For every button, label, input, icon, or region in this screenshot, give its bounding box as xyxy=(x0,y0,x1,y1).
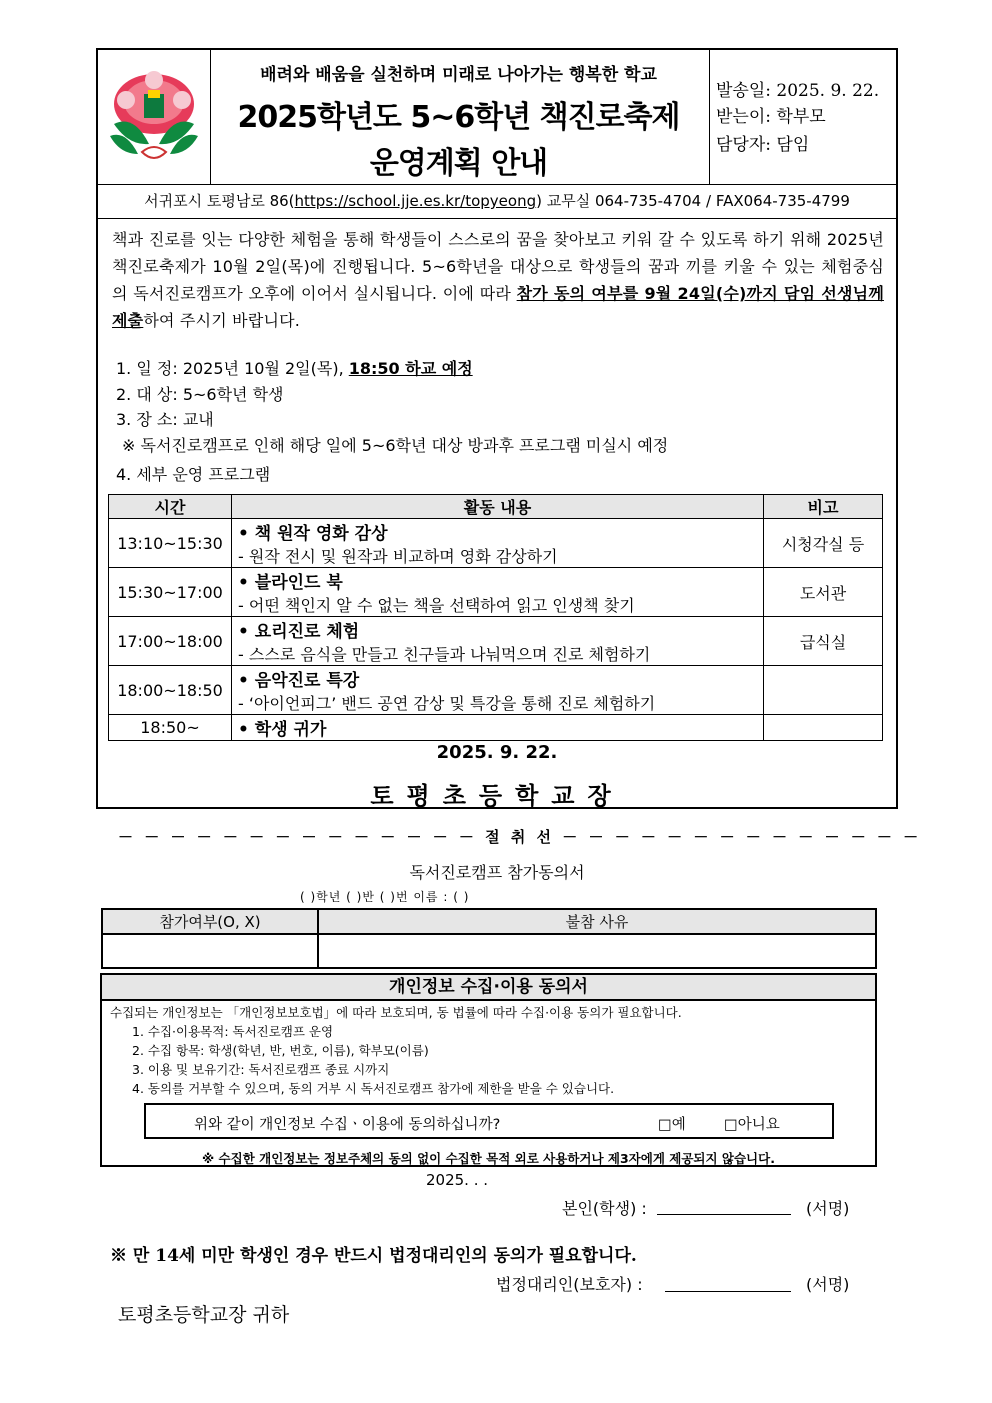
address-suffix: ) 교무실 064-735-4704 / FAX064-735-4799 xyxy=(536,192,850,210)
row-activity xyxy=(232,617,764,666)
addressee: 토평초등학교장 귀하 xyxy=(118,1304,290,1326)
header-reason: 불참 사유 xyxy=(318,909,876,934)
table-header-row xyxy=(109,495,883,519)
row-time: 17:00~18:00 xyxy=(109,617,232,666)
recipient: 받는이: 학부모 xyxy=(716,107,826,127)
sign-date: 2025. . . xyxy=(426,1171,489,1189)
row-activity xyxy=(232,519,764,568)
table-header-row xyxy=(102,909,876,934)
header-participate: 참가여부(O, X) xyxy=(102,909,318,934)
activity-desc: - 어떤 책인지 알 수 없는 책을 선택하여 읽고 인생책 찾기 xyxy=(238,596,635,615)
activity-title: • 책 원작 영화 감상 xyxy=(238,524,388,544)
divider xyxy=(98,218,896,219)
row-time: 15:30~17:00 xyxy=(109,568,232,617)
issue-date: 2025. 9. 22. xyxy=(436,742,558,763)
row-note: 도서관 xyxy=(764,568,883,617)
activity-desc: - ‘아이언피그’ 밴드 공연 감상 및 특강을 통해 진로 체험하기 xyxy=(238,694,656,713)
detail-schedule xyxy=(116,356,473,379)
page-subtitle: 운영계획 안내 xyxy=(369,146,548,181)
program-table xyxy=(108,494,883,741)
row-time: 18:00~18:50 xyxy=(109,666,232,715)
student-sign-label: 본인(학생) : xyxy=(562,1199,647,1218)
consent-question: 위와 같이 개인정보 수집ㆍ이용에 동의하십니까? xyxy=(194,1117,501,1133)
table-row xyxy=(102,934,876,968)
schedule-label: 1. 일 정: 2025년 10월 2일(목), xyxy=(116,359,349,378)
student-sign-mark: (서명) xyxy=(806,1199,850,1218)
row-activity xyxy=(232,568,764,617)
form-title: 독서진로캠프 참가동의서 xyxy=(409,863,585,882)
privacy-consent-box xyxy=(100,973,877,1167)
address-prefix: 서귀포시 토평남로 86( xyxy=(144,192,295,210)
detail-note: ※ 독서진로캠프로 인해 해당 일에 5~6학년 대상 방과후 프로그램 미실시 예정 xyxy=(122,436,669,455)
school-motto: 배려와 배움을 실천하며 미래로 나아가는 행복한 학교 xyxy=(260,65,657,85)
guardian-sign-mark: (서명) xyxy=(806,1275,850,1294)
privacy-title: 개인정보 수집·이용 동의서 xyxy=(102,975,875,1001)
header-time: 시간 xyxy=(109,495,232,519)
contact-person: 담당자: 담임 xyxy=(716,135,810,155)
row-note xyxy=(764,715,883,741)
divider xyxy=(709,50,710,184)
table-row xyxy=(109,666,883,715)
activity-title: • 요리진로 체험 xyxy=(238,622,360,642)
school-principal: 토평초등학교장 xyxy=(370,781,624,810)
intro-emphasis: 참가 동의 여부를 9월 24일(수)까지 담임 선생님께 제출 xyxy=(112,284,884,330)
activity-desc: - 스스로 음식을 만들고 친구들과 나눠먹으며 진로 체험하기 xyxy=(238,645,651,664)
cut-line: － － － － － － － － － － － － － － 절 취 선 － － － － － － － － － － － － － － xyxy=(118,828,922,846)
intro-tail: 하여 주시기 바랍니다. xyxy=(143,311,301,330)
privacy-item: 4. 동의를 거부할 수 있으며, 동의 거부 시 독서진로캠프 참가에 제한을 받을 수 있습니다. xyxy=(132,1081,615,1096)
row-activity xyxy=(232,666,764,715)
consent-yes-checkbox[interactable]: □예 xyxy=(658,1117,686,1133)
detail-target: 2. 대 상: 5~6학년 학생 xyxy=(116,385,284,404)
header-activity: 활동 내용 xyxy=(232,495,764,519)
detail-place: 3. 장 소: 교내 xyxy=(116,410,214,429)
row-note: 시청각실 등 xyxy=(764,519,883,568)
privacy-notice: ※ 수집한 개인정보는 정보주체의 동의 없이 수집한 목적 외로 사용하거나 제3자에게 제공되지 않습니다. xyxy=(202,1151,775,1166)
table-row xyxy=(109,617,883,666)
header-note: 비고 xyxy=(764,495,883,519)
schedule-emphasis: 18:50 하교 예정 xyxy=(348,359,473,378)
row-activity xyxy=(232,715,764,741)
privacy-item: 1. 수집·이용목적: 독서진로캠프 운영 xyxy=(132,1024,334,1039)
participate-input-cell[interactable] xyxy=(102,934,318,968)
divider xyxy=(98,184,896,185)
consent-no-checkbox[interactable]: □아니요 xyxy=(724,1117,780,1133)
consent-question-box xyxy=(144,1103,834,1139)
guardian-notice: ※ 만 14세 미만 학생인 경우 반드시 법정대리인의 동의가 필요합니다. xyxy=(110,1246,637,1266)
privacy-item: 3. 이용 및 보유기간: 독서진로캠프 종료 시까지 xyxy=(132,1062,390,1077)
activity-desc: - 원작 전시 및 원작과 비교하며 영화 감상하기 xyxy=(238,547,558,566)
row-time: 18:50~ xyxy=(109,715,232,741)
student-name-row: ( )학년 ( )반 ( )번 이름 : ( ) xyxy=(300,890,470,904)
guardian-sign-line[interactable] xyxy=(665,1291,791,1292)
detail-program-heading: 4. 세부 운영 프로그램 xyxy=(116,465,271,484)
intro-paragraph xyxy=(112,226,884,334)
student-sign-line[interactable] xyxy=(657,1214,791,1215)
school-address xyxy=(96,190,898,211)
activity-title: • 블라인드 북 xyxy=(238,573,343,593)
row-note: 급식실 xyxy=(764,617,883,666)
activity-title: • 학생 귀가 xyxy=(238,720,327,740)
intro-text: 책과 진로를 잇는 다양한 체험을 통해 학생들이 스스로의 꿈을 찾아보고 키워 갈 수 있도록 하기 위해 2025년 책진로축제가 10월 2일(목)에 진행됩니다. 5~6학년을 대상으로 학생들의 꿈과 끼를 키울 수 있는 체험중심의 독서진로캠프가 오후에 이어서 실시됩니다. 이에 따라 xyxy=(112,230,884,303)
table-row xyxy=(109,715,883,741)
reason-input-cell[interactable] xyxy=(318,934,876,968)
row-note xyxy=(764,666,883,715)
privacy-item: 2. 수집 항목: 학생(학년, 반, 번호, 이름), 학부모(이름) xyxy=(132,1043,429,1058)
school-url-link[interactable]: https://school.jje.es.kr/topyeong xyxy=(294,192,537,210)
sent-date: 발송일: 2025. 9. 22. xyxy=(716,81,880,101)
table-row xyxy=(109,568,883,617)
privacy-intro: 수집되는 개인정보는 「개인정보보호법」에 따라 보호되며, 동 법률에 따라 수집·이용 동의가 필요합니다. xyxy=(110,1005,682,1020)
table-row xyxy=(109,519,883,568)
activity-title: • 음악진로 특강 xyxy=(238,671,360,691)
school-emblem-icon xyxy=(104,64,204,170)
guardian-sign-label: 법정대리인(보호자) : xyxy=(496,1275,643,1294)
row-time: 13:10~15:30 xyxy=(109,519,232,568)
participation-table xyxy=(101,908,877,969)
page-title: 2025학년도 5~6학년 책진로축제 xyxy=(237,100,680,135)
